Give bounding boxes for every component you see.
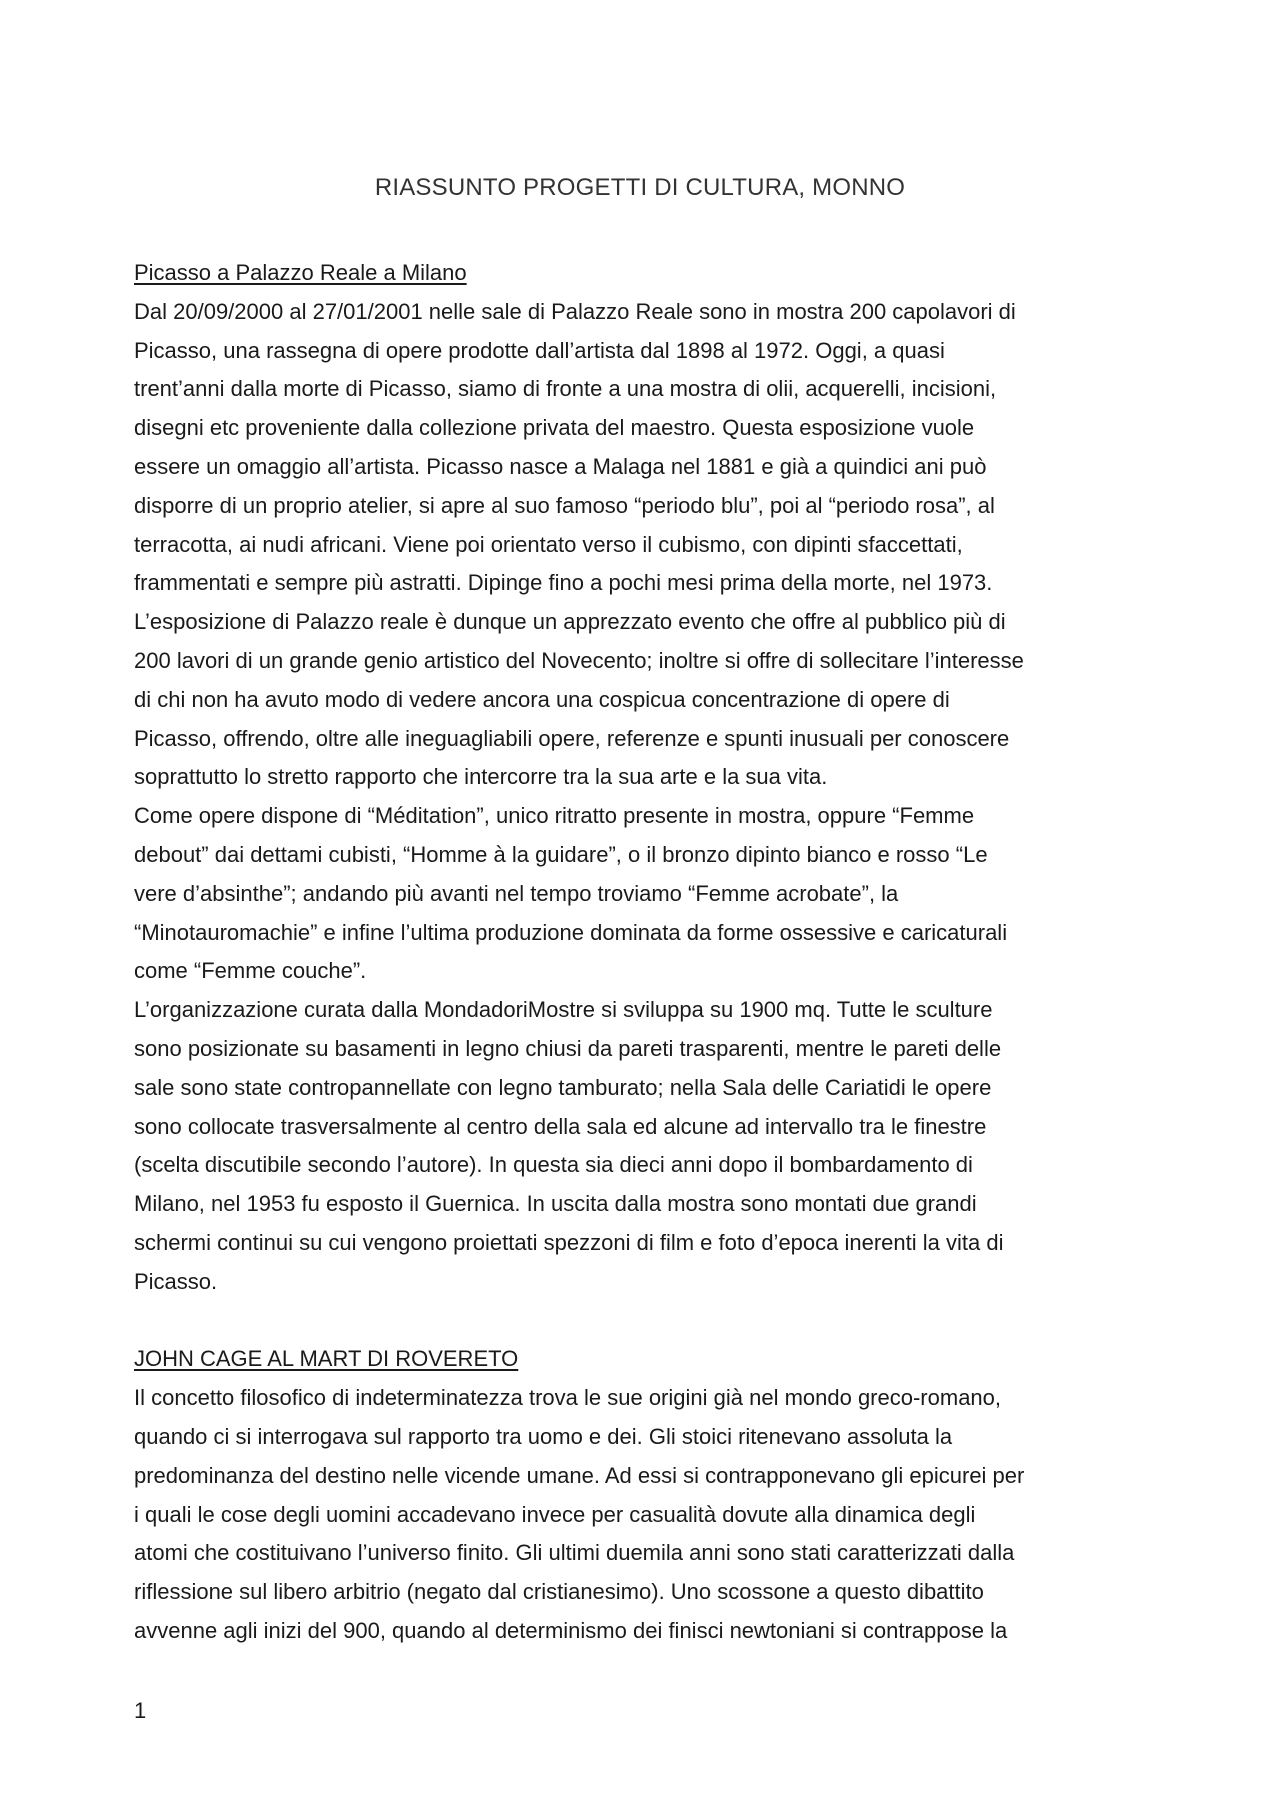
- section-picasso: [134, 254, 1164, 1302]
- text-line: come “Femme couche”.: [134, 958, 367, 984]
- text-line: trent’anni dalla morte di Picasso, siamo di fronte a una mostra di olii, acquerelli, incisioni,: [134, 376, 997, 402]
- text-line: debout” dai dettami cubisti, “Homme à la guidare”, o il bronzo dipinto bianco e rosso “Le: [134, 841, 988, 867]
- text-line: vere d’absinthe”; andando più avanti nel tempo troviamo “Femme acrobate”, la: [134, 880, 899, 906]
- text-line: Milano, nel 1953 fu esposto il Guernica. In uscita dalla mostra sono montati due grandi: [134, 1191, 977, 1217]
- text-line: essere un omaggio all’artista. Picasso nasce a Malaga nel 1881 e già a quindici ani può: [134, 453, 987, 479]
- document-body: [134, 254, 1164, 1651]
- text-line: sale sono state contropannellate con legno tamburato; nella Sala delle Cariatidi le opere: [134, 1074, 992, 1100]
- text-line: sono posizionate su basamenti in legno chiusi da pareti trasparenti, mentre le pareti delle: [134, 1035, 1002, 1061]
- section-heading: Picasso a Palazzo Reale a Milano: [134, 260, 467, 285]
- text-line: di chi non ha avuto modo di vedere ancora una cospicua concentrazione di opere di: [134, 686, 950, 712]
- text-line: i quali le cose degli uomini accadevano invece per casualità dovute alla dinamica degli: [134, 1501, 976, 1527]
- text-line: (scelta discutibile secondo l’autore). In questa sia dieci anni dopo il bombardamento di: [134, 1152, 973, 1178]
- document-title: RIASSUNTO PROGETTI DI CULTURA, MONNO: [374, 174, 906, 201]
- text-line: soprattutto lo stretto rapporto che intercorre tra la sua arte e la sua vita.: [134, 764, 828, 790]
- section-spacer: [134, 1302, 1164, 1341]
- text-line: disegni etc proveniente dalla collezione privata del maestro. Questa esposizione vuole: [134, 415, 975, 441]
- paragraph: [134, 293, 1164, 797]
- page-number: 1: [134, 1698, 147, 1723]
- text-line: L’esposizione di Palazzo reale è dunque un apprezzato evento che offre al pubblico più di: [134, 609, 1006, 635]
- section-heading: JOHN CAGE AL MART DI ROVERETO: [134, 1346, 519, 1372]
- text-line: L’organizzazione curata dalla MondadoriMostre si sviluppa su 1900 mq. Tutte le sculture: [134, 997, 993, 1023]
- text-line: 200 lavori di un grande genio artistico del Novecento; inoltre si offre di sollecitare l’interesse: [134, 647, 1024, 673]
- text-line: predominanza del destino nelle vicende umane. Ad essi si contrapponevano gli epicurei per: [134, 1462, 1025, 1488]
- paragraph: [134, 797, 1164, 991]
- section-john-cage: [134, 1340, 1164, 1650]
- text-line: quando ci si interrogava sul rapporto tra uomo e dei. Gli stoici ritenevano assoluta la: [134, 1423, 953, 1449]
- text-line: disporre di un proprio atelier, si apre al suo famoso “periodo blu”, poi al “periodo rosa”, al: [134, 492, 995, 518]
- text-line: riflessione sul libero arbitrio (negato dal cristianesimo). Uno scossone a questo dibattito: [134, 1579, 984, 1605]
- text-line: Dal 20/09/2000 al 27/01/2001 nelle sale di Palazzo Reale sono in mostra 200 capolavori di: [134, 298, 1016, 324]
- text-line: frammentati e sempre più astratti. Dipinge fino a pochi mesi prima della morte, nel 1973.: [134, 570, 993, 596]
- text-line: atomi che costituivano l’universo finito. Gli ultimi duemila anni sono stati caratterizzati dalla: [134, 1540, 1015, 1566]
- text-line: Come opere dispone di “Méditation”, unico ritratto presente in mostra, oppure “Femme: [134, 803, 975, 829]
- text-line: schermi continui su cui vengono proiettati spezzoni di film e foto d’epoca inerenti la vita di: [134, 1229, 1004, 1255]
- text-line: sono collocate trasversalmente al centro della sala ed alcune ad intervallo tra le finestre: [134, 1113, 987, 1139]
- text-line: terracotta, ai nudi africani. Viene poi orientato verso il cubismo, con dipinti sfaccettati,: [134, 531, 963, 557]
- text-line: “Minotauromachie” e infine l’ultima produzione dominata da forme ossessive e caricaturali: [134, 919, 1008, 945]
- text-line: avvenne agli inizi del 900, quando al determinismo dei finisci newtoniani si contrappose la: [134, 1617, 1008, 1643]
- text-line: Picasso, offrendo, oltre alle ineguagliabili opere, referenze e spunti inusuali per conoscere: [134, 725, 1010, 751]
- paragraph: [134, 1379, 1164, 1651]
- text-line: Il concetto filosofico di indeterminatezza trova le sue origini già nel mondo greco-romano,: [134, 1385, 1002, 1411]
- text-line: Picasso, una rassegna di opere prodotte dall’artista dal 1898 al 1972. Oggi, a quasi: [134, 337, 945, 363]
- text-line: Picasso.: [134, 1268, 218, 1294]
- paragraph: [134, 991, 1164, 1301]
